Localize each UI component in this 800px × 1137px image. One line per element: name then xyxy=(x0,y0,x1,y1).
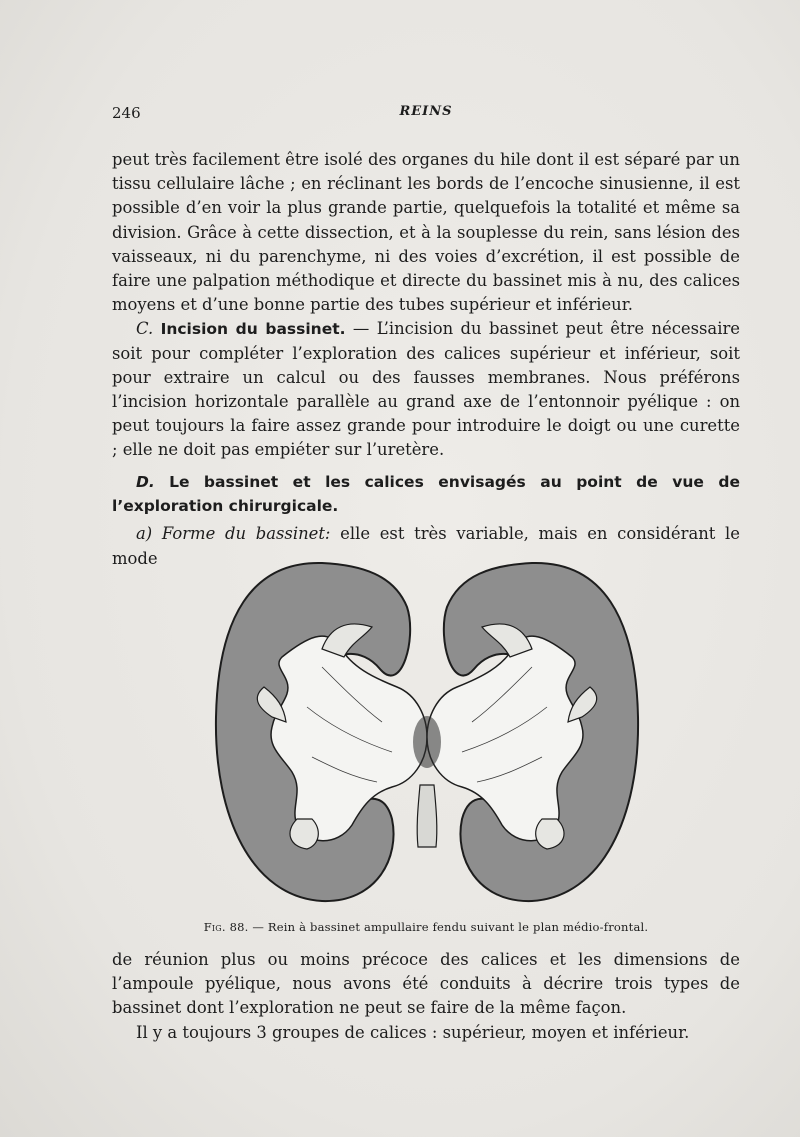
page-header xyxy=(112,104,740,128)
text-block-top xyxy=(112,148,740,463)
paragraph-incision-text: — L’incision du bassinet peut être nécessaire soit pour compléter l’exploration des calices supérieur et inférieur, soit pour extraire un calcul ou des fausses membranes. Nous préférons l’incision horizontale parallèle au grand axe de l’entonnoir pyélique : on peut toujours la faire assez grande pour introduire le doigt ou une curette ; elle ne doit pas empiéter sur l’uretère. xyxy=(112,319,740,460)
term-forme-bassinet: Forme du bassinet: xyxy=(161,524,331,544)
ureter xyxy=(417,785,437,847)
paragraph-dissection: peut très facilement être isolé des organes du hile dont il est séparé par un tissu cellulaire lâche ; en réclinant les bords de l’encoche sinusienne, il est possible d’en voir la plus grande partie, quelquefois la totalité et même sa division. Grâce à cette dissection, et à la souplesse du rein, sans lésion des vaisseaux, ni du parenchyme, ni des voies d’excrétion, il est possible de faire une palpation méthodique et directe du bassinet mis à nu, des calices moyens et d’une bonne partie des tubes supérieur et inférieur. xyxy=(112,150,740,315)
left-kidney xyxy=(216,563,427,901)
figure-caption-text: — Rein à bassinet ampullaire fendu suivant le plan médio-frontal. xyxy=(248,920,649,934)
list-marker-a: a) xyxy=(136,524,153,544)
paragraph-incision xyxy=(112,317,740,462)
heading-bassinet-calices: Le bassinet et les calices envisagés au point de vue de l’exploration chirurgicale. xyxy=(112,473,740,516)
figure-label: Fig. 88. xyxy=(203,920,249,934)
text-block-middle xyxy=(112,470,740,571)
right-calyx-lower xyxy=(536,819,564,849)
left-pelvis xyxy=(271,636,427,841)
figure-caption xyxy=(112,920,740,934)
left-calyx-lower xyxy=(290,819,318,849)
paragraph-types: de réunion plus ou moins précoce des calices et les dimensions de l’ampoule pyélique, nous avons été conduits à décrire trois types de bassinet dont l’exploration ne peut se faire de la même façon. xyxy=(112,950,740,1018)
pelvis-junction-shadow xyxy=(413,716,441,768)
section-d-heading xyxy=(112,470,740,518)
section-letter-d: D. xyxy=(136,473,155,491)
paragraph-groupes: Il y a toujours 3 groupes de calices : supérieur, moyen et inférieur. xyxy=(136,1022,690,1042)
right-pelvis xyxy=(427,636,583,841)
page-number: 246 xyxy=(112,104,141,122)
heading-incision: Incision du bassinet. xyxy=(160,320,346,339)
section-letter-c: C. xyxy=(136,319,154,339)
kidney-illustration xyxy=(212,557,642,907)
right-kidney xyxy=(427,563,638,901)
running-title: REINS xyxy=(399,104,453,119)
text-block-bottom xyxy=(112,948,740,1045)
paragraph-forme-text: elle est très variable, mais en considérant le mode xyxy=(112,524,740,568)
